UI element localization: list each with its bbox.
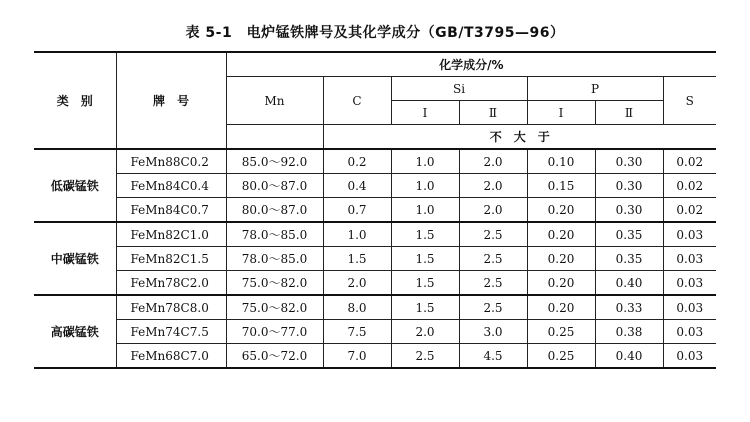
s-cell: 0.03 xyxy=(663,222,716,247)
header-grade: 牌 号 xyxy=(116,52,226,149)
table-row xyxy=(34,222,716,247)
header-si-class-1: Ⅰ xyxy=(391,101,459,125)
s-cell: 0.02 xyxy=(663,149,716,174)
mn-cell: 70.0～77.0 xyxy=(226,320,323,344)
si-class-1-cell: 1.0 xyxy=(391,198,459,223)
p-class-1-cell: 0.25 xyxy=(527,320,595,344)
header-p-class-1: Ⅰ xyxy=(527,101,595,125)
p-class-1-cell: 0.25 xyxy=(527,344,595,369)
p-class-1-cell: 0.20 xyxy=(527,295,595,320)
mn-cell: 80.0～87.0 xyxy=(226,174,323,198)
table-body xyxy=(34,149,716,368)
si-class-2-cell: 3.0 xyxy=(459,320,527,344)
p-class-2-cell: 0.30 xyxy=(595,149,663,174)
header-si-class-2: Ⅱ xyxy=(459,101,527,125)
p-class-1-cell: 0.20 xyxy=(527,271,595,296)
si-class-2-cell: 2.5 xyxy=(459,247,527,271)
c-cell: 1.5 xyxy=(323,247,391,271)
p-class-1-cell: 0.20 xyxy=(527,198,595,223)
grade-cell: FeMn74C7.5 xyxy=(116,320,226,344)
si-class-2-cell: 2.5 xyxy=(459,271,527,296)
mn-cell: 65.0～72.0 xyxy=(226,344,323,369)
si-class-1-cell: 1.5 xyxy=(391,222,459,247)
header-c: C xyxy=(323,77,391,125)
mn-cell: 75.0～82.0 xyxy=(226,295,323,320)
si-class-2-cell: 2.0 xyxy=(459,198,527,223)
header-composition: 化学成分/% xyxy=(226,52,716,77)
grade-cell: FeMn82C1.0 xyxy=(116,222,226,247)
table-row xyxy=(34,344,716,369)
c-cell: 7.5 xyxy=(323,320,391,344)
si-class-1-cell: 1.0 xyxy=(391,149,459,174)
si-class-1-cell: 1.5 xyxy=(391,295,459,320)
grade-cell: FeMn78C2.0 xyxy=(116,271,226,296)
si-class-1-cell: 1.0 xyxy=(391,174,459,198)
grade-cell: FeMn84C0.7 xyxy=(116,198,226,223)
p-class-2-cell: 0.35 xyxy=(595,222,663,247)
header-row-1 xyxy=(34,52,716,77)
s-cell: 0.03 xyxy=(663,295,716,320)
grade-cell: FeMn88C0.2 xyxy=(116,149,226,174)
grade-cell: FeMn78C8.0 xyxy=(116,295,226,320)
s-cell: 0.02 xyxy=(663,174,716,198)
table-row xyxy=(34,149,716,174)
c-cell: 7.0 xyxy=(323,344,391,369)
header-not-greater: 不 大 于 xyxy=(323,125,716,150)
si-class-2-cell: 2.5 xyxy=(459,295,527,320)
p-class-1-cell: 0.15 xyxy=(527,174,595,198)
p-class-2-cell: 0.38 xyxy=(595,320,663,344)
p-class-1-cell: 0.20 xyxy=(527,247,595,271)
table-header xyxy=(34,52,716,149)
header-si: Si xyxy=(391,77,527,101)
header-p-class-2: Ⅱ xyxy=(595,101,663,125)
table-row xyxy=(34,247,716,271)
p-class-2-cell: 0.33 xyxy=(595,295,663,320)
grade-cell: FeMn84C0.4 xyxy=(116,174,226,198)
s-cell: 0.03 xyxy=(663,271,716,296)
table-row xyxy=(34,198,716,223)
c-cell: 0.2 xyxy=(323,149,391,174)
header-p: P xyxy=(527,77,663,101)
c-cell: 0.7 xyxy=(323,198,391,223)
header-mn: Mn xyxy=(226,77,323,125)
mn-cell: 78.0～85.0 xyxy=(226,247,323,271)
grade-cell: FeMn68C7.0 xyxy=(116,344,226,369)
category-cell: 高碳锰铁 xyxy=(34,295,116,368)
s-cell: 0.03 xyxy=(663,344,716,369)
si-class-1-cell: 1.5 xyxy=(391,247,459,271)
p-class-2-cell: 0.40 xyxy=(595,344,663,369)
table-row xyxy=(34,174,716,198)
category-cell: 低碳锰铁 xyxy=(34,149,116,222)
p-class-2-cell: 0.30 xyxy=(595,174,663,198)
s-cell: 0.03 xyxy=(663,247,716,271)
si-class-1-cell: 2.0 xyxy=(391,320,459,344)
table-row xyxy=(34,320,716,344)
header-s: S xyxy=(663,77,716,125)
c-cell: 2.0 xyxy=(323,271,391,296)
p-class-2-cell: 0.40 xyxy=(595,271,663,296)
p-class-2-cell: 0.35 xyxy=(595,247,663,271)
si-class-1-cell: 2.5 xyxy=(391,344,459,369)
mn-cell: 80.0～87.0 xyxy=(226,198,323,223)
si-class-2-cell: 4.5 xyxy=(459,344,527,369)
s-cell: 0.02 xyxy=(663,198,716,223)
c-cell: 0.4 xyxy=(323,174,391,198)
s-cell: 0.03 xyxy=(663,320,716,344)
c-cell: 8.0 xyxy=(323,295,391,320)
grade-cell: FeMn82C1.5 xyxy=(116,247,226,271)
p-class-1-cell: 0.20 xyxy=(527,222,595,247)
si-class-2-cell: 2.5 xyxy=(459,222,527,247)
mn-cell: 78.0～85.0 xyxy=(226,222,323,247)
mn-cell: 75.0～82.0 xyxy=(226,271,323,296)
table-row xyxy=(34,271,716,296)
si-class-1-cell: 1.5 xyxy=(391,271,459,296)
p-class-2-cell: 0.30 xyxy=(595,198,663,223)
header-category: 类 别 xyxy=(34,52,116,149)
category-cell: 中碳锰铁 xyxy=(34,222,116,295)
c-cell: 1.0 xyxy=(323,222,391,247)
table-row xyxy=(34,295,716,320)
si-class-2-cell: 2.0 xyxy=(459,149,527,174)
composition-table xyxy=(34,51,716,369)
mn-cell: 85.0～92.0 xyxy=(226,149,323,174)
p-class-1-cell: 0.10 xyxy=(527,149,595,174)
si-class-2-cell: 2.0 xyxy=(459,174,527,198)
table-caption: 表 5-1 电炉锰铁牌号及其化学成分（GB/T3795—96） xyxy=(185,25,565,41)
header-mn-blank xyxy=(226,125,323,150)
